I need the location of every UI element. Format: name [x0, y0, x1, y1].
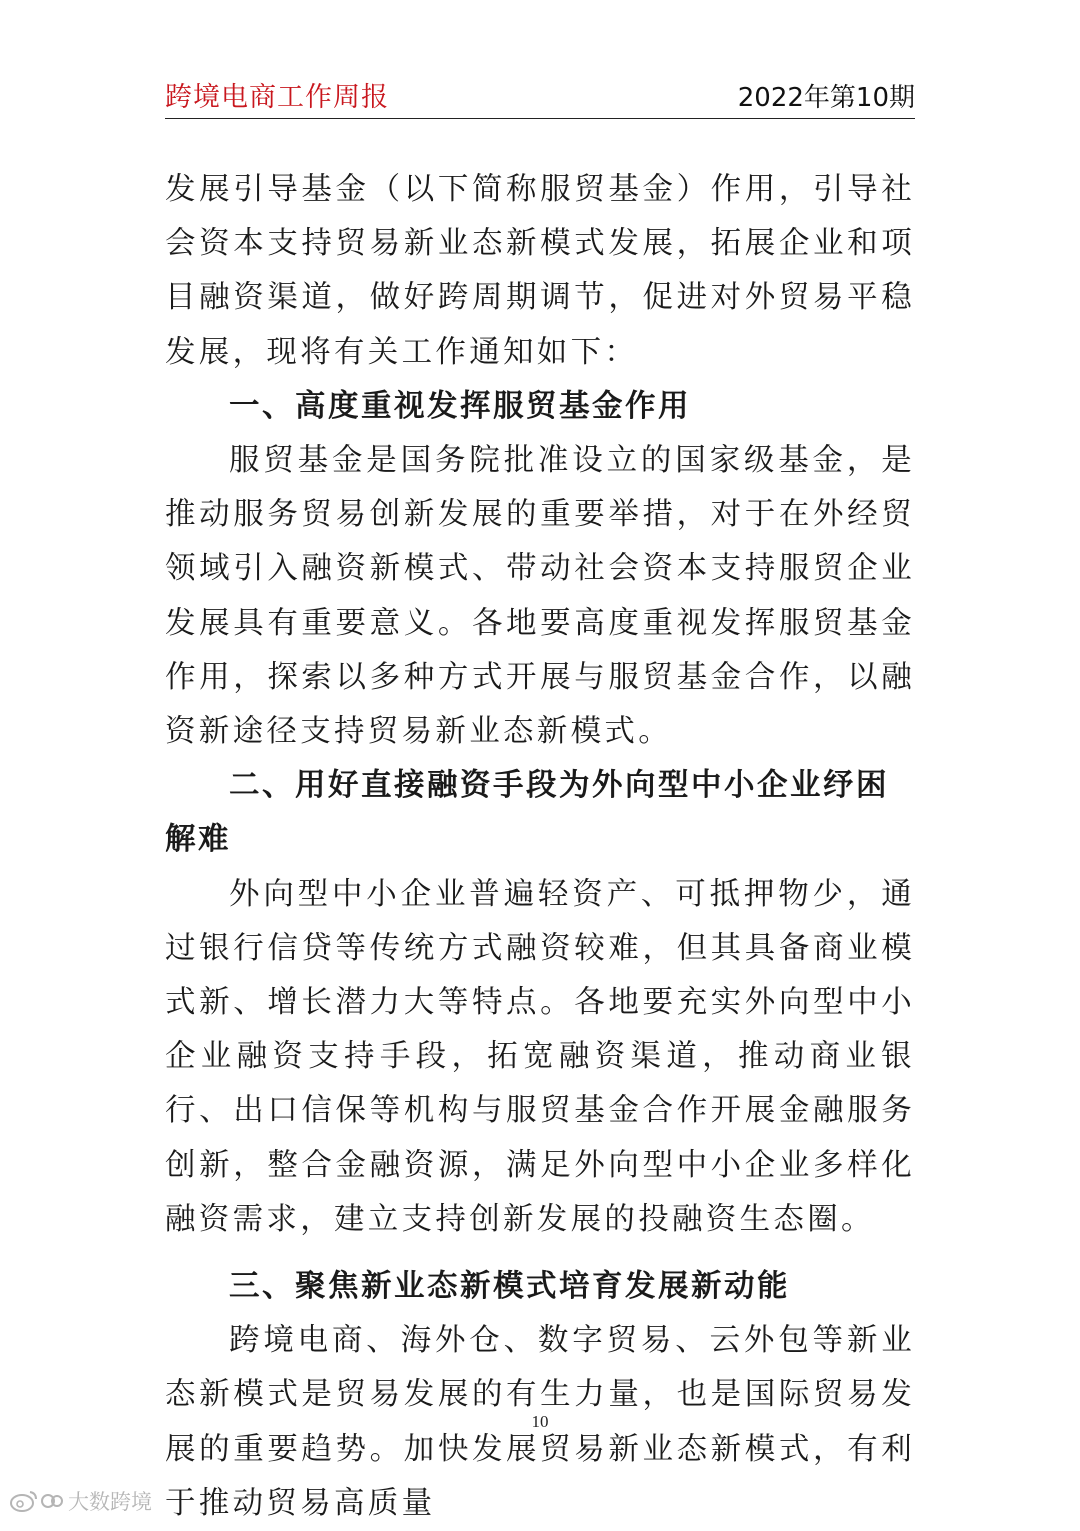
watermark-text: 大数跨境: [68, 1490, 152, 1514]
section-paragraph-2: 外向型中小企业普遍轻资产、可抵押物少，通过银行信贷等传统方式融资较难，但其具备商业模式新、增长潜力大等特点。各地要充实外向型中小企业融资支持手段，拓宽融资渠道，推动商业银行、出口信保等机构与服贸基金合作开展金融服务创新，整合金融资源，满足外向型中小企业多样化融资需求，建立支持创新发展的投融资生态圈。: [165, 876, 915, 1237]
report-title: 跨境电商工作周报: [165, 82, 389, 113]
intro-paragraph: 发展引导基金（以下简称服贸基金）作用，引导社会资本支持贸易新业态新模式发展，拓展企业和项目融资渠道，做好跨周期调节，促进对外贸易平稳发展，现将有关工作通知如下：: [165, 172, 915, 370]
section-paragraph-1: 服贸基金是国务院批准设立的国家级基金，是推动服务贸易创新发展的重要举措，对于在外经贸领域引入融资新模式、带动社会资本支持服贸企业发展具有重要意义。各地要高度重视发挥服贸基金作用，探索以多种方式开展与服贸基金合作，以融资新途径支持贸易新业态新模式。: [165, 443, 915, 750]
section-heading-2: 二、用好直接融资手段为外向型中小企业纾困解难: [165, 768, 889, 858]
weibo-logo-icon: [8, 1487, 64, 1515]
document-body: [165, 163, 915, 1531]
issue-number: 2022年第10期: [737, 83, 915, 113]
section-paragraph-3: 跨境电商、海外仓、数字贸易、云外包等新业态新模式是贸易发展的有生力量，也是国际贸易发展的重要趋势。加快发展贸易新业态新模式，有利于推动贸易高质量: [165, 1323, 915, 1521]
watermark: [8, 1486, 152, 1516]
page-header: [165, 76, 915, 116]
header-divider: [165, 118, 915, 119]
page-number: 10: [531, 1412, 549, 1431]
section-heading-1: 一、高度重视发挥服贸基金作用: [229, 388, 691, 424]
section-heading-3: 三、聚焦新业态新模式培育发展新动能: [229, 1269, 790, 1305]
